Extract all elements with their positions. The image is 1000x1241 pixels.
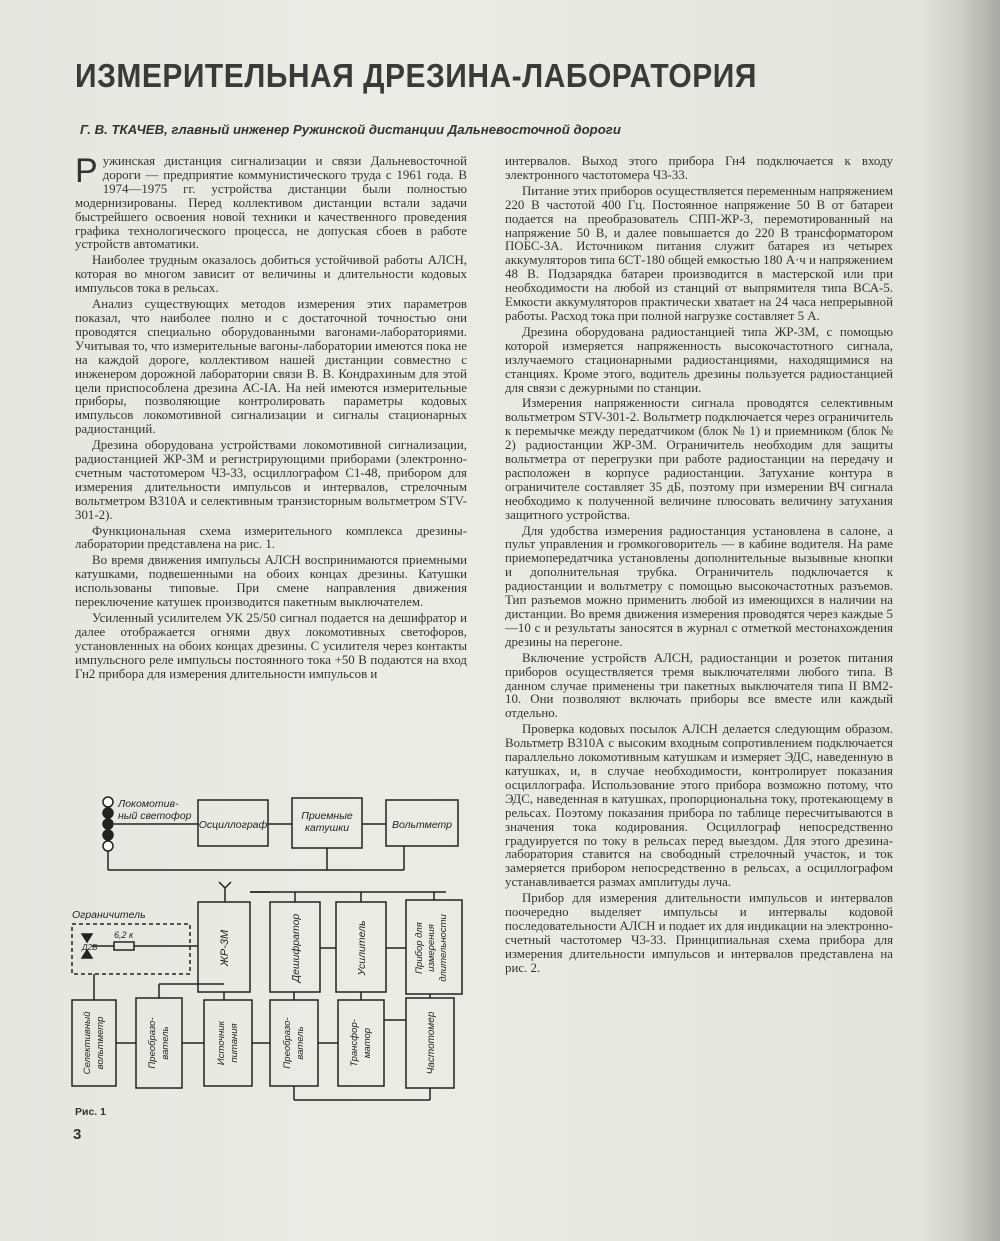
coils-label-line2: катушки (304, 822, 350, 834)
paragraph: Наиболее трудным оказалось добиться устойчивой работы АЛСН, которая во многом зависит от величины и длительности кодовых импульсов тока в рельсах. (75, 253, 467, 296)
paragraph: Включение устройств АЛСН, радиостанции и розеток питания приборов осуществляется тремя выключателями любого типа. В данном случае применены три пакетных выключателя типа II ВМ2-10. Они позволяют включать приборы все вместе или каждый отдельно. (505, 650, 893, 721)
resistor-label: 6,2 к (114, 930, 134, 940)
text-column-left (75, 152, 467, 684)
paragraph (75, 152, 467, 252)
duration-device-line2: измерения (426, 924, 437, 972)
paragraph-text: ужинская дистанция сигнализации и связи Дальневосточной дороги — предприятие коммунистического труда с 1961 года. В 1974—1975 гг. устройства дистанции были полностью модернизированы. Перед коллективом дистанции встали задачи быстрейшего освоения новой техники и качественного проведения графика технологического процесса, не допуская сбоев в работе устройств автоматики. (75, 154, 467, 252)
decoder-label: Дешифратор (290, 913, 302, 983)
converter2-line2: ватель (295, 1026, 306, 1060)
radio-label: ЖР-3М (219, 929, 231, 967)
power-line1: Источник (216, 1020, 227, 1066)
voltmeter-label: Вольтметр (391, 819, 453, 831)
converter-block-1 (136, 998, 182, 1088)
power-line2: питания (229, 1023, 240, 1063)
paragraph: Во время движения импульсы АЛСН воспринимаются приемными катушками, подвешенными на обоих концах дрезины. Катушки использованы типовые. При смене направления движения переключение катушек производится пакетным выключателем. (75, 553, 467, 610)
transformer-line1: Трансфор- (349, 1019, 360, 1067)
resistor-icon (114, 942, 134, 950)
oscillograph-label: Осциллограф (198, 819, 268, 831)
antenna-icon (219, 882, 231, 902)
figure-caption: Рис. 1 (75, 1106, 106, 1118)
paragraph: Питание этих приборов осуществляется переменным напряжением 220 В частотой 400 Гц. Постоянное напряжение 50 В от батареи подается на преобразователь СПП-ЖР-3, перемотированный на напряжение 50 В, и далее повышается до 220 В трансформатором ПОБС-3А. Источником питания служит батарея из четырех аккумуляторов типа 6СТ-180 общей емкостью 180 А·ч и напряжением 48 В. Подзарядка батареи производится в мастерской или при необходимости на любой из станций от выпрямителя типа ВСА-5. Емкости аккумуляторов практически хватает на 24 часа непрерывной работы. Расход тока при полной нагрузке составляет 5 А. (505, 183, 893, 323)
paragraph: Измерения напряженности сигнала проводятся селективным вольтметром STV-301-2. Вольтметр подключается через ограничитель к перемычке между передатчиком (блок № 1) и приемником (блок № 2) радиостанции ЖР-3М. Ограничитель необходим для защиты вольтметра от перегрузки при работе радиостанции на передачу и расположен в корпусе радиостанции. Затухание контура в ограничителе составляет 35 дБ, поэтому при измерении ВЧ сигнала необходимо к полученной величине плюсовать величину затухания защитного устройства. (505, 396, 893, 522)
svetofor-label-line1: Локомотив- (118, 798, 179, 810)
drop-cap: Р (75, 152, 98, 190)
paragraph: Для удобства измерения радиостанция установлена в салоне, а пульт управления и громкоговоритель — в кабине водителя. На раме приемопередатчика установлены дополнительные вызывные кнопки и дополнительная трубка. Ограничитель подключается к радиостанции и вольтметру с помощью высокочастотных разъемов. Тип разъемов можно применить любой из имеющихся в наличии на дистанции. Во время движения измерения проводятся через каждые 5—10 с и результаты заносятся в журнал с отметкой местонахождения дрезины на перегоне. (505, 523, 893, 649)
paragraph: Анализ существующих методов измерения этих параметров показал, что наиболее полно и с достаточной точностью они проводятся специально оборудованными вагонами-лабораториями. Учитывая то, что измерительные вагоны-лаборатории имеются пока не на каждой дороге, коллективом нашей дистанции совместно с инженером дорожной лаборатории связи В. В. Кондрахиным для этой цели приспособлена дрезина АС-IА. На ней имеются измерительные приборы, позволяющие контролировать параметры кодовых импульсов локомотивной сигнализации и сигналы стационарных радиостанций. (75, 297, 467, 437)
converter-block-2 (270, 1000, 318, 1086)
paragraph: Проверка кодовых посылок АЛСН делается следующим образом. Вольтметр В310А с высоким входным сопротивлением подключается параллельно локомотивным катушкам и измеряет ЭДС, наведенную в катушках, и, в случае необходимости, контролирует показания осциллографа. Использование этого прибора возможно потому, что ЭДС, наведенная в катушках, пропорциональна току, протекающему в рельсах. Поэтому показания прибора по таблице пересчитываются в значения тока кодирования. Осциллограф непосредственно градуируется по току в рельсах перед выездом. Для этого дрезина-лаборатория ставится на свободный стрелочный участок, и ток замеряется прибором непосредственно в рельсах, а осциллографом устанавливается размах амплитуды луча. (505, 722, 893, 890)
converter1-line2: ватель (160, 1026, 171, 1060)
limiter-label: Ограничитель (72, 909, 146, 921)
coils-label-line1: Приемные (301, 810, 353, 822)
converter2-line1: Преобразо- (282, 1017, 293, 1069)
paragraph: Функциональная схема измерительного комплекса дрезины-лаборатории представлена на рис. 1. (75, 523, 467, 552)
locomotive-signal-icon (103, 797, 113, 851)
paragraph: Усиленный усилителем УК 25/50 сигнал подается на дешифратор и далее отображается огнями двух локомотивных светофоров, установленных на обоих концах дрезины. С усилителя через контакты импульсного реле импульсы постоянного тока +50 В подаются на вход Гн2 прибора для измерения длительности импульсов и (75, 611, 467, 681)
transformer-line2: матор (362, 1027, 373, 1059)
text-column-right (505, 155, 893, 978)
paragraph: Дрезина оборудована устройствами локомотивной сигнализации, радиостанцией ЖР-3М и регистрирующими приборами (электронно-счетным частотомером Ч3-33, осциллографом С1-48, прибором для измерения длительности импульсов и интервалов, стрелочным вольтметром В310А и селективным транзисторным вольтметром STV-301-2). (75, 438, 467, 522)
transformer-block (338, 1000, 384, 1086)
converter1-line1: Преобразо- (147, 1017, 158, 1069)
diode-label: Д2Б (82, 943, 98, 952)
selective-voltmeter-block (72, 1000, 116, 1086)
page-number: 3 (73, 1126, 82, 1143)
page-edge-shadow (960, 0, 1000, 1241)
paragraph: Прибор для измерения длительности импульсов и интервалов поочередно выделяет импульсы и интервалы кодовой последовательности АЛСН и подает их для индикации на электронно-счетный частотомер Ч3-33. Принципиальная схема прибора для измерения длительности импульсов и интервалов представлена на рис. 2. (505, 891, 893, 975)
amplifier-label: Усилитель (356, 920, 368, 976)
article-author: Г. В. ТКАЧЕВ, главный инженер Ружинской дистанции Дальневосточной дороги (80, 122, 621, 137)
svetofor-label-line2: ный светофор (118, 810, 192, 822)
functional-diagram (66, 788, 476, 1114)
duration-device-line1: Прибор для (414, 922, 425, 974)
article-title: ИЗМЕРИТЕЛЬНАЯ ДРЕЗИНА-ЛАБОРАТОРИЯ (75, 58, 757, 95)
power-source-block (204, 1000, 252, 1086)
frequency-meter-label: Частотомер (426, 1011, 437, 1075)
selective-voltmeter-line2: вольтметр (95, 1016, 106, 1070)
duration-device-line3: длительности (438, 914, 449, 982)
paragraph: интервалов. Выход этого прибора Гн4 подключается к входу электронного частотомера Ч3-33. (505, 154, 893, 182)
paragraph: Дрезина оборудована радиостанцией типа ЖР-3М, с помощью которой измеряется напряженность высокочастотного сигнала, излучаемого стационарными радиостанциями, находящимися на станциях. Кроме этого, водитель дрезины пользуется радиостанцией для связи с дежурными по станции. (505, 324, 893, 395)
selective-voltmeter-line1: Селективный (82, 1011, 93, 1075)
